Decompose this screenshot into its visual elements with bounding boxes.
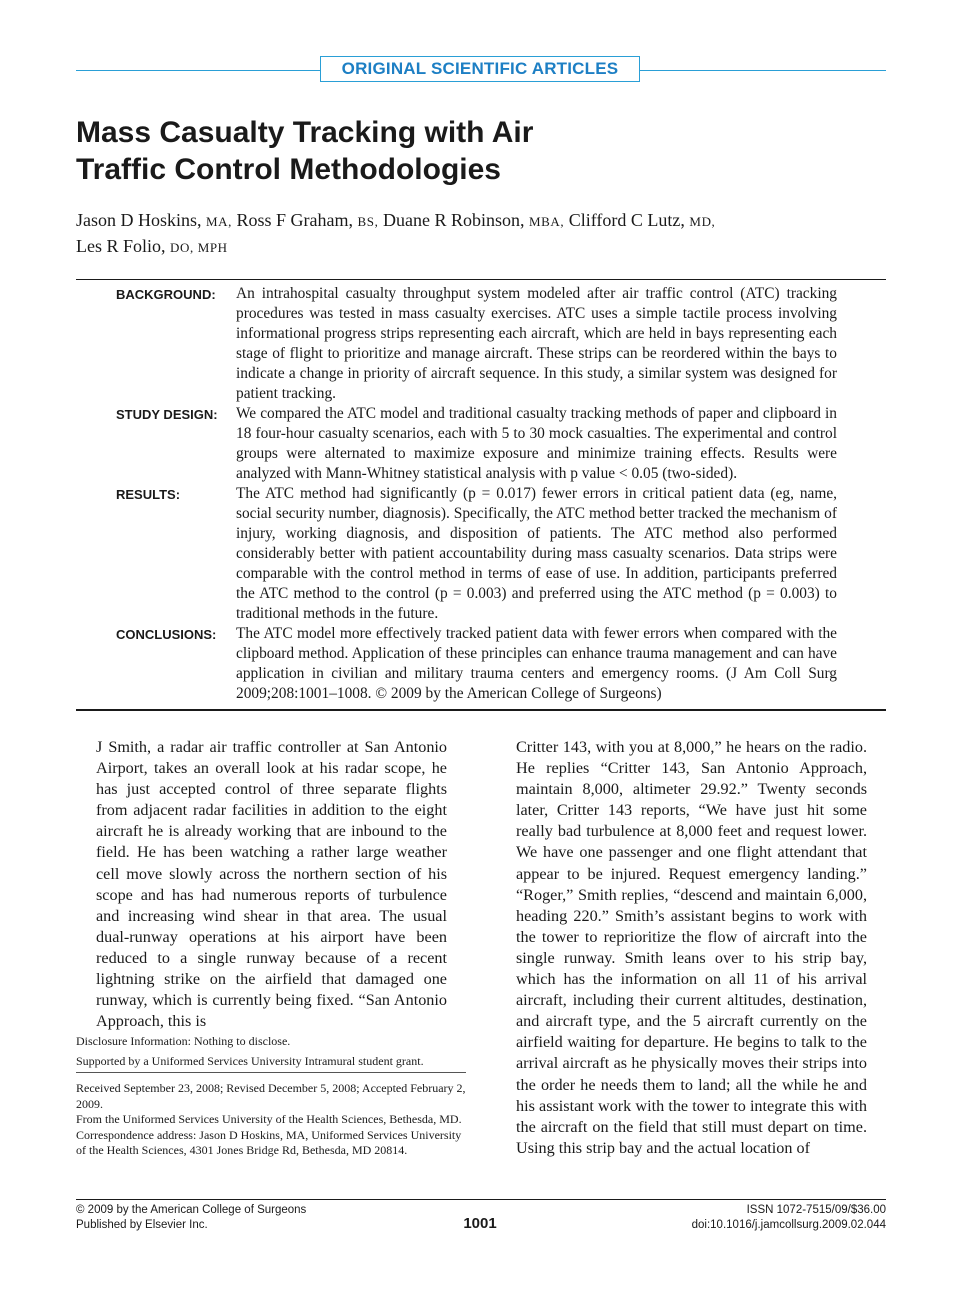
- abstract-section-background: [76, 284, 886, 404]
- abstract-section-results: [76, 484, 886, 624]
- abstract-text: We compared the ATC model and traditional casualty tracking methods of paper and clipboard in 18 four-hour casualty scenarios, each with 5 to 30 mock casualties. The experimental and control groups were alternated to maximize exposure and minimize training effects. Results were analyzed with Mann-Whitney statistical analysis with p value < 0.05 (two-sided).: [236, 405, 837, 482]
- abstract-label: RESULTS:: [116, 487, 181, 502]
- author-name: Les R Folio,: [76, 236, 166, 256]
- author-name: Jason D Hoskins,: [76, 210, 202, 230]
- author-list: [76, 208, 836, 260]
- section-label: ORIGINAL SCIENTIFIC ARTICLES: [320, 56, 640, 82]
- author-degree: DO, MPH: [170, 240, 228, 255]
- footer-right: [692, 1203, 886, 1233]
- footnote-received: Received September 23, 2008; Revised December 5, 2008; Accepted February 2, 2009.: [76, 1081, 466, 1111]
- author-name: Ross F Graham,: [236, 210, 354, 230]
- footer-doi: doi:10.1016/j.jamcollsurg.2009.02.044: [691, 1219, 886, 1231]
- author-degree: MBA,: [528, 214, 565, 229]
- author-degree: BS,: [357, 214, 379, 229]
- title-line-2: Traffic Control Methodologies: [76, 153, 501, 186]
- footnote-disclosure: Disclosure Information: Nothing to disclose.: [76, 1034, 291, 1048]
- footnote-affiliation: From the Uniformed Services University of the Health Sciences, Bethesda, MD.: [76, 1112, 462, 1126]
- footnote-support: Supported by a Uniformed Services University Intramural student grant.: [76, 1054, 424, 1068]
- footer-publisher: Published by Elsevier Inc.: [76, 1219, 208, 1231]
- abstract-section-study-design: [76, 404, 886, 484]
- body-column-left: J Smith, a radar air traffic controller at San Antonio Airport, takes an overall look at his radar scope, he has just accepted control of three separate flights from adjacent radar facilities in addition to the eight aircraft he is already working that are inbound to the field. He has been watching a rather large weather cell move slowly across the northern section of his scope and has had numerous reports of turbulence and increasing wind shear in that area. The usual dual-runway operations at his airport have been reduced to a single runway because of a recent lightning strike on the airfield that damaged one runway, which is currently being fixed. “San Antonio Approach, this is: [96, 738, 447, 1031]
- abstract: [76, 284, 886, 704]
- author-degree: MA,: [206, 214, 233, 229]
- footnote-correspondence: Correspondence address: Jason D Hoskins, MA, Uniformed Services University of the Health Sciences, 4301 Jones Bridge Rd, Bethesda, MD 20814.: [76, 1127, 462, 1157]
- abstract-top-rule: [76, 279, 886, 280]
- body-column-right: Critter 143, with you at 8,000,” he hears on the radio. He replies “Critter 143, San Antonio Approach, maintain 8,000, altimeter 29.92.” Twenty seconds later, Critter 143 reports, “We have just hit some really bad turbulence at 8,000 feet and request lower. We have one passenger and one flight attendant that appear to be injured. Request emergency landing.” “Roger,” Smith replies, “descend and maintain 6,000, heading 220.” Smith’s assistant begins to work with the tower to reprioritize the flow of aircraft into the single runway. Smith leans over to his strip bay, which has the information on all 11 of his arrival aircraft, including their current altitudes, destination, and aircraft type, and the 5 aircraft currently on the airfield waiting for departure. He begins to talk to the arrival aircraft as he physically moves their strips into the order he needs them to land; all the while he and his assistant work with the tower to integrate this with the aircraft on the field that still must depart on time. Using this strip bay and the actual location of: [516, 738, 867, 1157]
- footer-issn: ISSN 1072-7515/09/$36.00: [746, 1204, 886, 1216]
- article-title: [76, 114, 696, 188]
- footer-copyright: © 2009 by the American College of Surgeons: [76, 1204, 307, 1216]
- abstract-label: CONCLUSIONS:: [116, 627, 217, 642]
- abstract-text: The ATC model more effectively tracked patient data with fewer errors when compared with the clipboard method. Application of these principles can enhance trauma management and can have application in civilian and military trauma centers and emergency rooms. (J Am Coll Surg 2009;208:1001–1008. © 2009 by the American College of Surgeons): [236, 625, 837, 702]
- author-name: Clifford C Lutz,: [568, 210, 685, 230]
- abstract-bottom-rule: [76, 709, 886, 711]
- footnote-rule: [76, 1072, 466, 1073]
- abstract-text: An intrahospital casualty throughput system modeled after air traffic control (ATC) tracking procedures was tested in mass casualty exercises. ATC uses a simple tactile process involving informational progress strips representing each aircraft, which are held in bays representing each stage of flight to prioritize and manage aircraft. These strips can be reordered within the bays to indicate a change in priority of aircraft sequence. In this study, a similar system was designed for patient tracking.: [236, 285, 837, 402]
- title-line-1: Mass Casualty Tracking with Air: [76, 116, 534, 149]
- abstract-text: The ATC method had significantly (p = 0.017) fewer errors in critical patient data (eg, name, social security number, diagnosis). Specifically, the ATC method better tracked the mechanism of injury, working diagnosis, and disposition of patients. The ATC method also performed considerably better with patient accountability during mass casualty scenarios. Data strips were comparable with the control method in terms of ease of use. In addition, participants preferred the ATC method to the control (p = 0.003) and preferred using the ATC method (p = 0.003) to traditional methods in the future.: [236, 485, 837, 622]
- abstract-section-conclusions: [76, 624, 886, 704]
- abstract-label: STUDY DESIGN:: [116, 407, 218, 422]
- author-name: Duane R Robinson,: [382, 210, 525, 230]
- footer-rule: [76, 1199, 886, 1200]
- page-number: 1001: [463, 1215, 497, 1232]
- abstract-label: BACKGROUND:: [116, 287, 216, 302]
- author-degree: MD,: [689, 214, 716, 229]
- footnote-dates-affiliation: [76, 1081, 468, 1159]
